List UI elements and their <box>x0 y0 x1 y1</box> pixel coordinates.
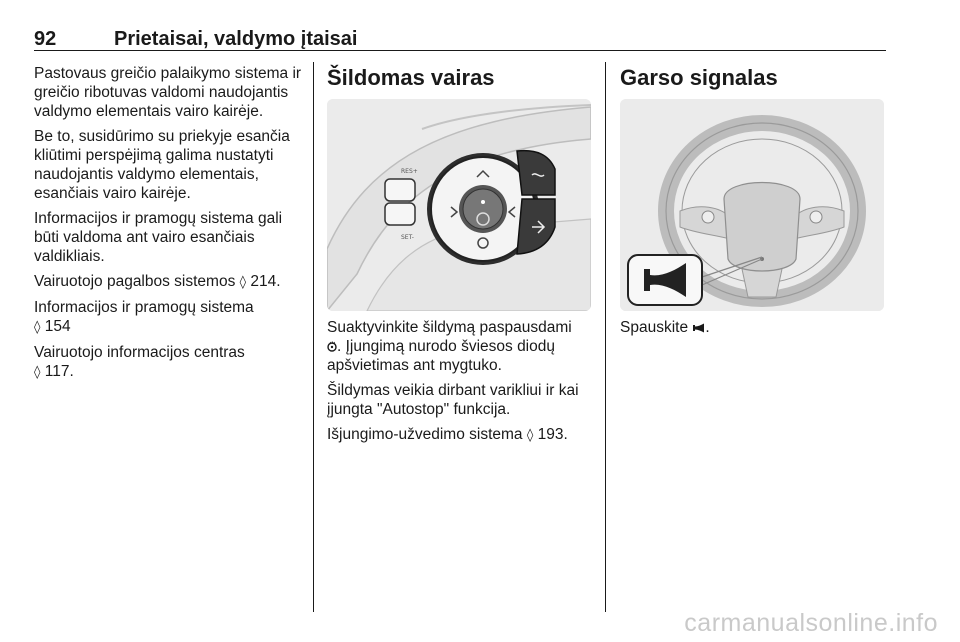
steering-wheel-controls-illustration <box>327 99 591 311</box>
column-right <box>620 64 886 92</box>
column-middle <box>327 64 595 92</box>
paragraph-cruise-control: Pastovaus greičio palaikymo sistema ir greičio ribotuvas valdomi naudojantis valdymo elementais vairo kairėje. <box>34 65 302 120</box>
paragraph-activate-heating: Suaktyvinkite šildymą paspausdami . Įjungimą nurodo šviesos diodų apšvietimas ant mygtuko. <box>327 319 572 374</box>
watermark: carmanualsonline.info <box>684 609 938 637</box>
page-reference[interactable]: 154 <box>44 318 71 335</box>
paragraph-collision-alert: Be to, susidūrimo su priekyje esančia kliūtimi perspėjimą galima nustatyti naudojantis valdymo elementais, esančiais vairo kairėje. <box>34 128 290 202</box>
set-label: SET- <box>401 234 414 241</box>
paragraph-heating-conditions: Šildymas veikia dirbant varikliui ir kai įjungta "Autostop" funkcija. <box>327 382 579 418</box>
paragraph-driver-assist-ref: Vairuotojo pagalbos sistemos ◊ 214. <box>34 273 281 290</box>
res-label: RES+ <box>401 168 418 175</box>
paragraph-infotainment: Informacijos ir pramogų sistema gali būti valdoma ant vairo esančiais valdikliais. <box>34 210 283 265</box>
column-left <box>34 64 306 388</box>
horn-steering-wheel-illustration <box>620 99 884 311</box>
paragraph-press-horn: Spauskite . <box>620 319 710 336</box>
reference-arrow-icon: ◊ <box>239 275 247 290</box>
heated-steering-wheel-icon <box>327 341 337 352</box>
page-number: 92 <box>34 28 57 50</box>
reference-arrow-icon: ◊ <box>526 428 534 443</box>
reference-arrow-icon: ◊ <box>34 365 41 380</box>
column-divider-2 <box>605 62 606 612</box>
paragraph-stop-start-ref: Išjungimo-užvedimo sistema ◊ 193. <box>327 426 568 443</box>
page-reference[interactable]: 214. <box>250 273 281 290</box>
column-right-text <box>620 318 886 343</box>
header-divider <box>34 50 886 51</box>
section-title: Prietaisai, valdymo įtaisai <box>114 28 358 50</box>
page-reference[interactable]: 193. <box>537 426 568 443</box>
paragraph-infotainment-ref: Informacijos ir pramogų sistema ◊ 154 <box>34 299 254 335</box>
heading-horn: Garso signalas <box>620 65 778 90</box>
paragraph-dic-ref: Vairuotojo informacijos centras ◊ 117. <box>34 344 245 380</box>
heading-heated-wheel: Šildomas vairas <box>327 65 495 90</box>
page-header <box>34 28 886 52</box>
column-middle-text <box>327 318 595 451</box>
reference-arrow-icon: ◊ <box>34 320 41 335</box>
column-divider-1 <box>313 62 314 612</box>
page-reference[interactable]: 117. <box>44 363 74 380</box>
horn-icon <box>692 323 705 333</box>
